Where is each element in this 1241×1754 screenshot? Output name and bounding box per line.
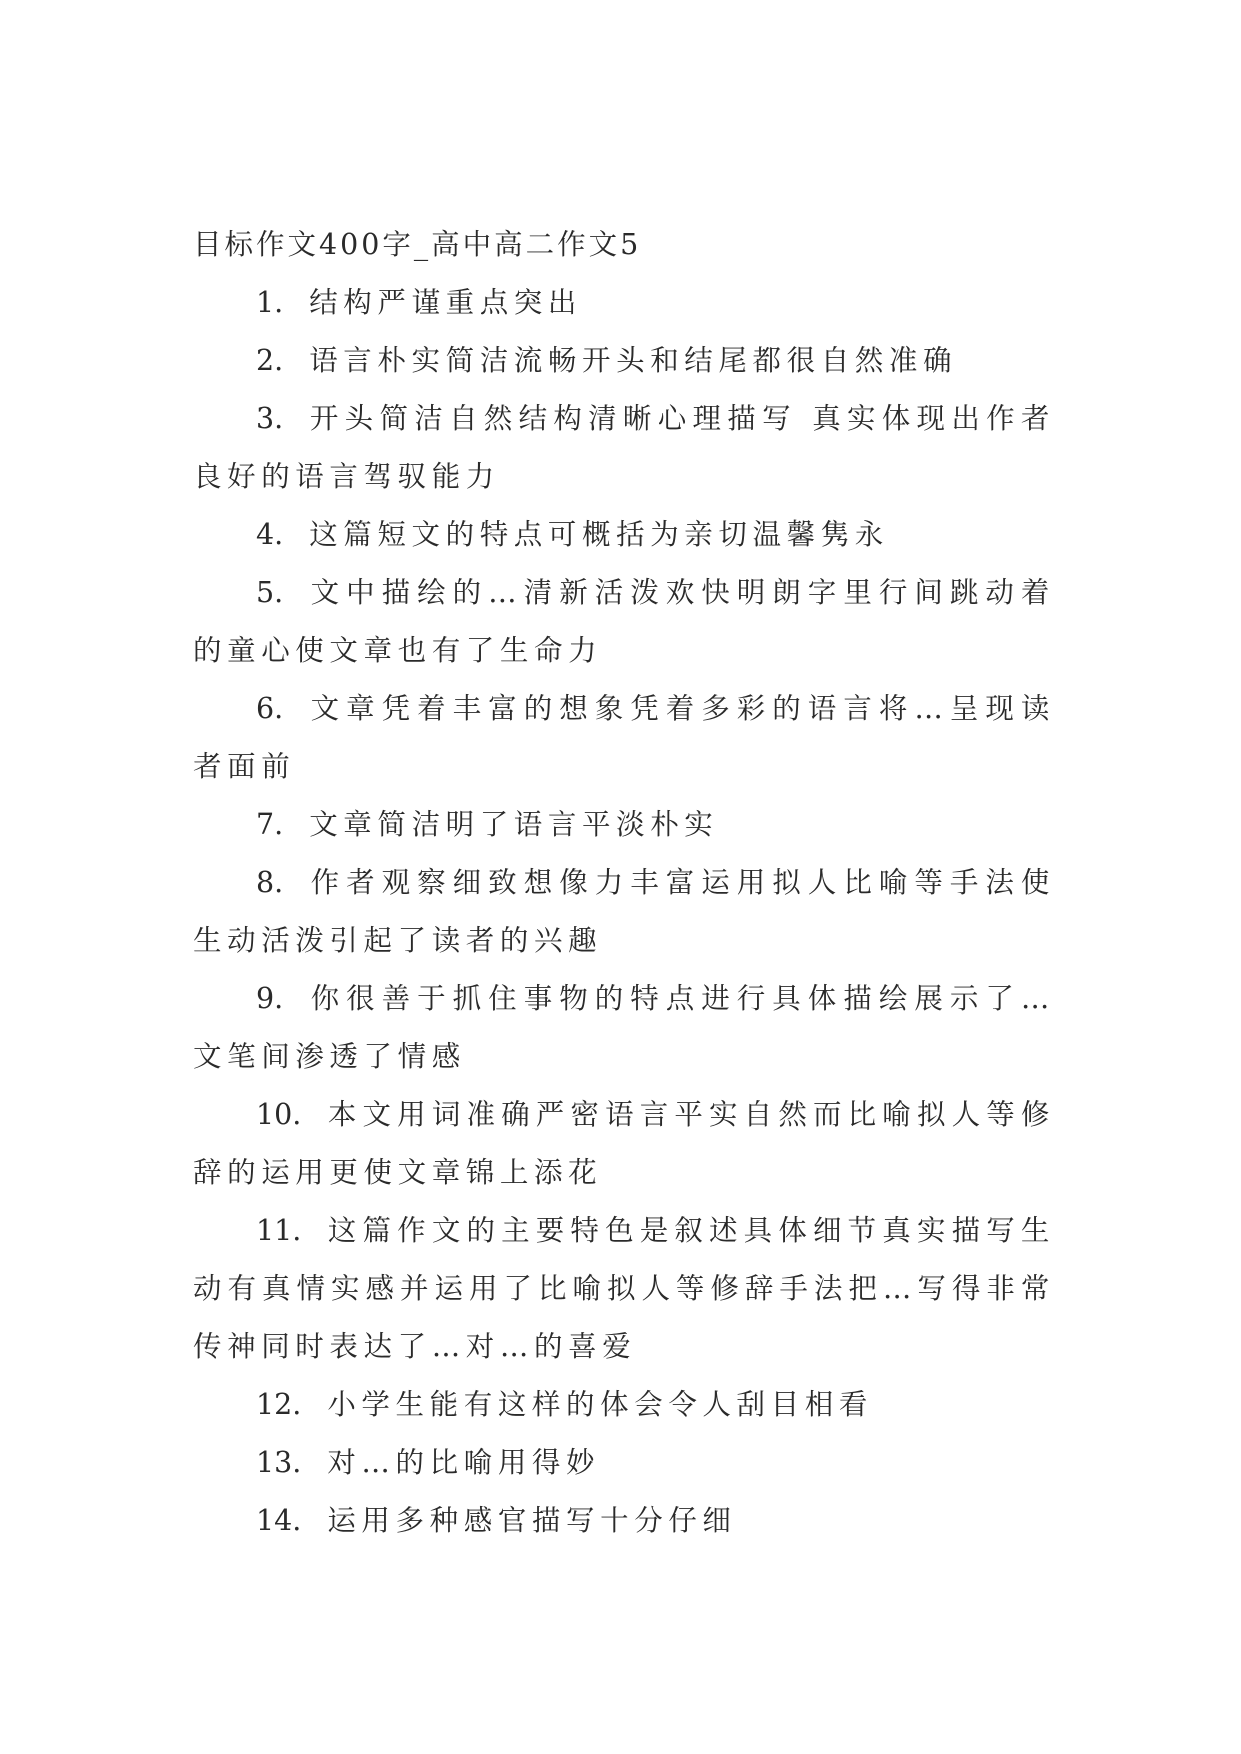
item-number: 13.: [256, 1446, 302, 1479]
item-number: 5.: [256, 576, 284, 609]
item-text: 开头简洁自然结构清晰心理描写 真实体现出作者良好的语言驾驭能力: [193, 402, 1055, 493]
item-number: 1.: [256, 286, 284, 319]
item-number: 8.: [256, 866, 284, 899]
item-text: 作者观察细致想像力丰富运用拟人比喻等手法使生动活泼引起了读者的兴趣: [193, 866, 1055, 957]
item-text: 运用多种感官描写十分仔细: [327, 1504, 737, 1537]
item-number: 3.: [256, 402, 284, 435]
list-item: [193, 274, 1055, 332]
list-item: [193, 796, 1055, 854]
item-number: 9.: [256, 982, 284, 1015]
item-text: 对…的比喻用得妙: [327, 1446, 601, 1479]
item-text: 这篇短文的特点可概括为亲切温馨隽永: [309, 518, 889, 551]
item-number: 11.: [256, 1214, 302, 1247]
item-text: 文章简洁明了语言平淡朴实: [309, 808, 719, 841]
item-text: 小学生能有这样的体会令人刮目相看: [327, 1388, 873, 1421]
list-item: [193, 1376, 1055, 1434]
document-title: 目标作文400字_高中高二作文5: [193, 228, 642, 261]
list-item: [193, 506, 1055, 564]
item-text: 结构严谨重点突出: [309, 286, 583, 319]
list-item: [193, 970, 1055, 1086]
item-number: 6.: [256, 692, 284, 725]
item-text: 本文用词准确严密语言平实自然而比喻拟人等修辞的运用更使文章锦上添花: [193, 1098, 1055, 1189]
item-number: 4.: [256, 518, 284, 551]
list-item: [193, 854, 1055, 970]
item-number: 12.: [256, 1388, 302, 1421]
item-text: 文章凭着丰富的想象凭着多彩的语言将…呈现读者面前: [193, 692, 1055, 783]
list-item: [193, 564, 1055, 680]
list-item: [193, 390, 1055, 506]
item-number: 14.: [256, 1504, 302, 1537]
item-number: 7.: [256, 808, 284, 841]
list-item: [193, 1086, 1055, 1202]
item-text: 文中描绘的…清新活泼欢快明朗字里行间跳动着的童心使文章也有了生命力: [193, 576, 1055, 667]
list-item: [193, 680, 1055, 796]
document-body: [193, 216, 1055, 1550]
list-item: [193, 1492, 1055, 1550]
item-number: 2.: [256, 344, 284, 377]
list-item: [193, 1202, 1055, 1376]
item-text: 你很善于抓住事物的特点进行具体描绘展示了…文笔间渗透了情感: [193, 982, 1055, 1073]
item-number: 10.: [256, 1098, 302, 1131]
list-item: [193, 332, 1055, 390]
item-text: 这篇作文的主要特色是叙述具体细节真实描写生动有真情实感并运用了比喻拟人等修辞手法把…写得非常传神同时表达了…对…的喜爱: [193, 1214, 1055, 1363]
item-text: 语言朴实简洁流畅开头和结尾都很自然准确: [309, 344, 958, 377]
list-item: [193, 1434, 1055, 1492]
